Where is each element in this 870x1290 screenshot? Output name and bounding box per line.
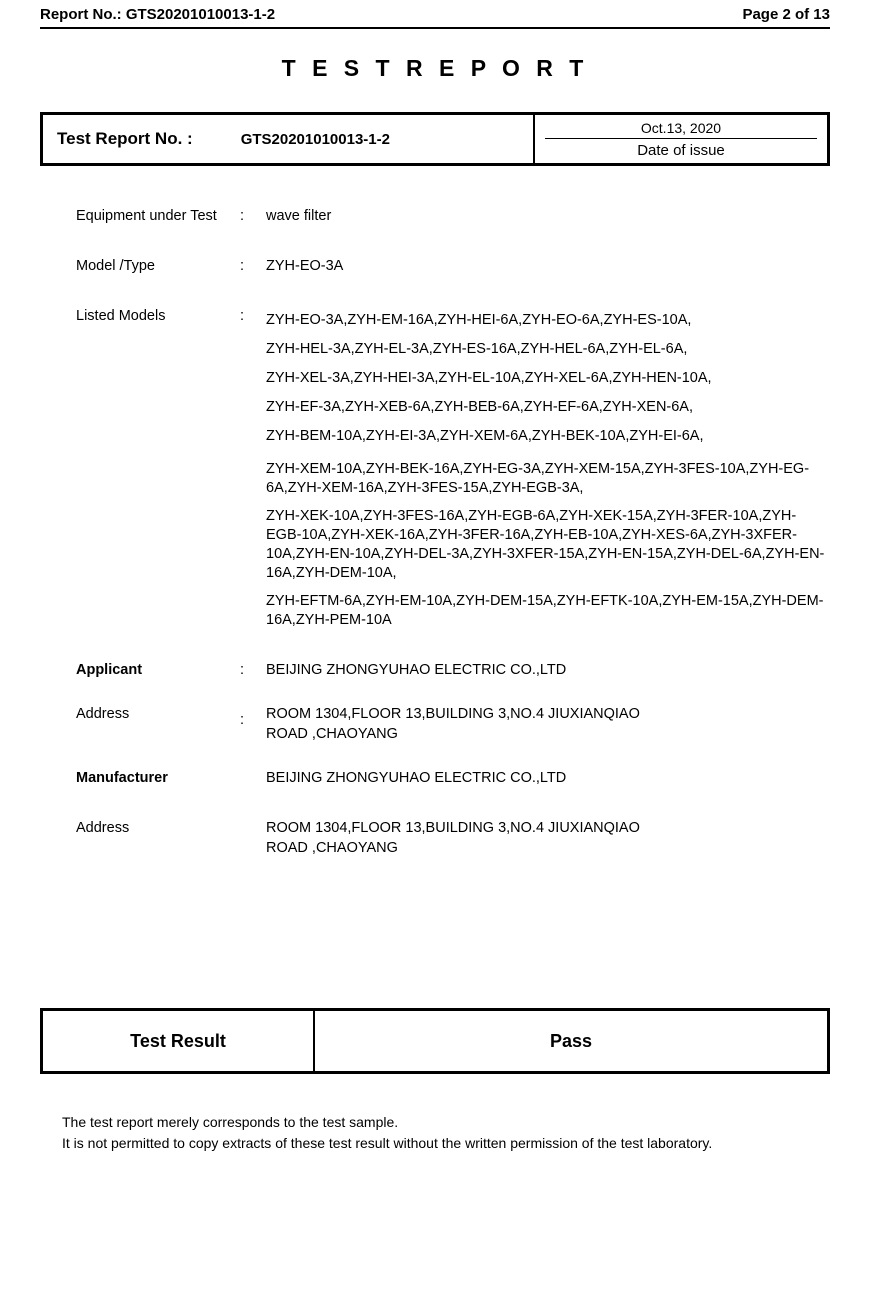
applicant-colon: : xyxy=(240,662,245,678)
report-number-left xyxy=(43,115,535,163)
eut-colon: : xyxy=(240,208,245,224)
listed-models-block: ZYH-EFTM-6A,ZYH-EM-10A,ZYH-DEM-15A,ZYH-EFTK-10A,ZYH-EM-15A,ZYH-DEM-16A,ZYH-PEM-10A xyxy=(266,593,824,628)
listed-models-line: ZYH-HEL-3A,ZYH-EL-3A,ZYH-ES-16A,ZYH-HEL-6A,ZYH-EL-6A, xyxy=(266,341,688,357)
header-divider xyxy=(40,27,830,29)
applicant-label: Applicant xyxy=(76,662,143,678)
field-applicant xyxy=(58,660,830,680)
applicant-address-colon: : xyxy=(240,712,245,728)
field-applicant-address xyxy=(58,704,830,744)
applicant-address-label: Address xyxy=(76,706,130,722)
field-list xyxy=(40,206,830,858)
manufacturer-address-value xyxy=(266,818,830,858)
manufacturer-address-line1: ROOM 1304,FLOOR 13,BUILDING 3,NO.4 JIUXIANQIAO xyxy=(266,820,640,836)
eut-label: Equipment under Test xyxy=(76,208,217,224)
field-manufacturer-address xyxy=(58,818,830,858)
listed-models-colon: : xyxy=(240,308,245,324)
manufacturer-address-line2: ROAD ,CHAOYANG xyxy=(266,840,398,856)
field-model-type xyxy=(58,256,830,276)
listed-models-line: ZYH-XEL-3A,ZYH-HEI-3A,ZYH-EL-10A,ZYH-XEL-6A,ZYH-HEN-10A, xyxy=(266,370,712,386)
listed-models-line: ZYH-BEM-10A,ZYH-EI-3A,ZYH-XEM-6A,ZYH-BEK-10A,ZYH-EI-6A, xyxy=(266,428,704,444)
header-report-no: Report No.: GTS20201010013-1-2 xyxy=(40,6,276,23)
field-manufacturer xyxy=(58,768,830,788)
report-number-label: Test Report No. : xyxy=(57,129,193,148)
report-date-right xyxy=(535,115,827,163)
issue-date-value: Oct.13, 2020 xyxy=(545,120,817,139)
field-listed-models xyxy=(58,306,830,630)
issue-date-label: Date of issue xyxy=(637,141,725,159)
applicant-value: BEIJING ZHONGYUHAO ELECTRIC CO.,LTD xyxy=(266,662,567,678)
manufacturer-label: Manufacturer xyxy=(76,770,168,786)
test-result-value: Pass xyxy=(549,1030,593,1051)
report-number-box xyxy=(40,112,830,166)
listed-models-label: Listed Models xyxy=(76,308,166,324)
listed-models-value xyxy=(266,306,830,630)
page-header xyxy=(40,0,830,23)
footnote-line-2: It is not permitted to copy extracts of these test result without the written permission of the test laboratory. xyxy=(62,1135,713,1151)
listed-models-block: ZYH-XEM-10A,ZYH-BEK-16A,ZYH-EG-3A,ZYH-XEM-15A,ZYH-3FES-10A,ZYH-EG-6A,ZYH-XEM-16A,ZYH-3FES-15A,ZYH-EGB-3A, xyxy=(266,461,810,496)
model-value: ZYH-EO-3A xyxy=(266,258,344,274)
footnote-line-1: The test report merely corresponds to the test sample. xyxy=(62,1114,399,1130)
model-colon: : xyxy=(240,258,245,274)
test-result-label: Test Result xyxy=(43,1011,315,1071)
applicant-address-line1: ROOM 1304,FLOOR 13,BUILDING 3,NO.4 JIUXIANQIAO xyxy=(266,706,640,722)
applicant-address-line2: ROAD ,CHAOYANG xyxy=(266,726,398,742)
model-label: Model /Type xyxy=(76,258,155,274)
eut-value: wave filter xyxy=(266,208,332,224)
test-result-box xyxy=(40,1008,830,1074)
footnote xyxy=(62,1112,830,1154)
listed-models-line: ZYH-EF-3A,ZYH-XEB-6A,ZYH-BEB-6A,ZYH-EF-6A,ZYH-XEN-6A, xyxy=(266,399,694,415)
report-number-value: GTS20201010013-1-2 xyxy=(240,130,390,148)
listed-models-block: ZYH-XEK-10A,ZYH-3FES-16A,ZYH-EGB-6A,ZYH-XEK-15A,ZYH-3FER-10A,ZYH-EGB-10A,ZYH-XEK-16A,ZYH-3FER-16A,ZYH-EB-10A,ZYH-XES-6A,ZYH-3XFER-10A,ZYH-EN-10A,ZYH-DEL-3A,ZYH-3XFER-15A,ZYH-EN-15A,ZYH-DEL-6A,ZYH-EN-16A,ZYH-DEM-10A, xyxy=(266,508,825,581)
manufacturer-address-label: Address xyxy=(76,820,130,836)
listed-models-line: ZYH-EO-3A,ZYH-EM-16A,ZYH-HEI-6A,ZYH-EO-6A,ZYH-ES-10A, xyxy=(266,312,692,328)
applicant-address-value xyxy=(266,704,830,744)
manufacturer-value: BEIJING ZHONGYUHAO ELECTRIC CO.,LTD xyxy=(266,770,567,786)
page-title: T E S T R E P O R T xyxy=(281,55,589,81)
field-equipment-under-test xyxy=(58,206,830,226)
header-page-no: Page 2 of 13 xyxy=(742,6,830,23)
